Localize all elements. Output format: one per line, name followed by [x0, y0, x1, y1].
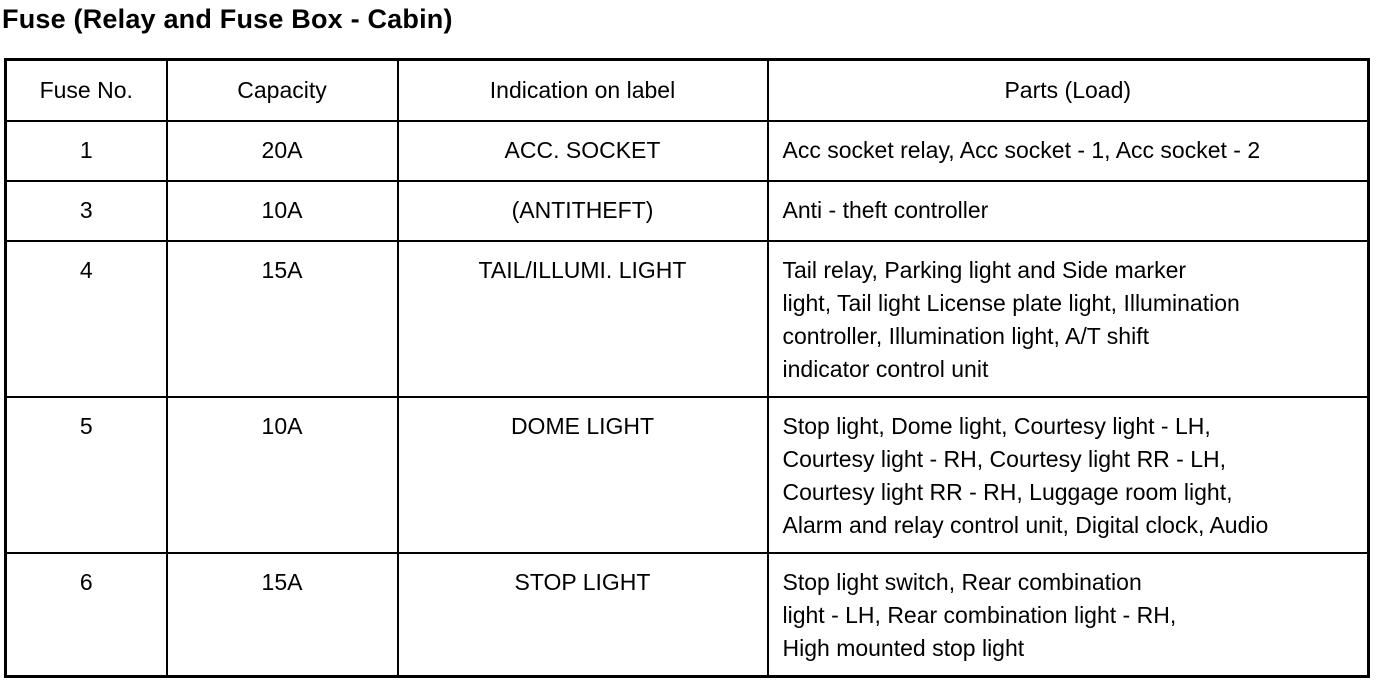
table-header-row	[6, 60, 1369, 122]
fuse-no-cell: 1	[6, 121, 167, 181]
header-parts: Parts (Load)	[768, 60, 1369, 122]
parts-cell: Acc socket relay, Acc socket - 1, Acc socket - 2	[768, 121, 1369, 181]
capacity-cell: 10A	[167, 181, 398, 241]
capacity-cell: 20A	[167, 121, 398, 181]
fuse-table	[4, 58, 1370, 678]
indication-cell: TAIL/ILLUMI. LIGHT	[398, 241, 768, 397]
indication-cell: ACC. SOCKET	[398, 121, 768, 181]
header-fuse-no: Fuse No.	[6, 60, 167, 122]
capacity-cell: 15A	[167, 553, 398, 677]
table-row	[6, 121, 1369, 181]
capacity-cell: 10A	[167, 397, 398, 553]
indication-cell: (ANTITHEFT)	[398, 181, 768, 241]
parts-cell: Tail relay, Parking light and Side marker light, Tail light License plate light, Illumination controller, Illumination light, A/T shift indicator control unit	[768, 241, 1369, 397]
indication-cell: DOME LIGHT	[398, 397, 768, 553]
header-indication: Indication on label	[398, 60, 768, 122]
header-capacity: Capacity	[167, 60, 398, 122]
parts-cell: Stop light, Dome light, Courtesy light - LH, Courtesy light - RH, Courtesy light RR - LH, Courtesy light RR - RH, Luggage room light, Alarm and relay control unit, Digital clock, Audio	[768, 397, 1369, 553]
table-row	[6, 397, 1369, 553]
parts-cell: Anti - theft controller	[768, 181, 1369, 241]
parts-cell: Stop light switch, Rear combination light - LH, Rear combination light - RH, High mounted stop light	[768, 553, 1369, 677]
fuse-no-cell: 5	[6, 397, 167, 553]
fuse-no-cell: 6	[6, 553, 167, 677]
table-row	[6, 181, 1369, 241]
page-title: Fuse (Relay and Fuse Box - Cabin)	[2, 4, 453, 34]
indication-cell: STOP LIGHT	[398, 553, 768, 677]
table-row	[6, 553, 1369, 677]
table-row	[6, 241, 1369, 397]
capacity-cell: 15A	[167, 241, 398, 397]
fuse-no-cell: 4	[6, 241, 167, 397]
fuse-no-cell: 3	[6, 181, 167, 241]
